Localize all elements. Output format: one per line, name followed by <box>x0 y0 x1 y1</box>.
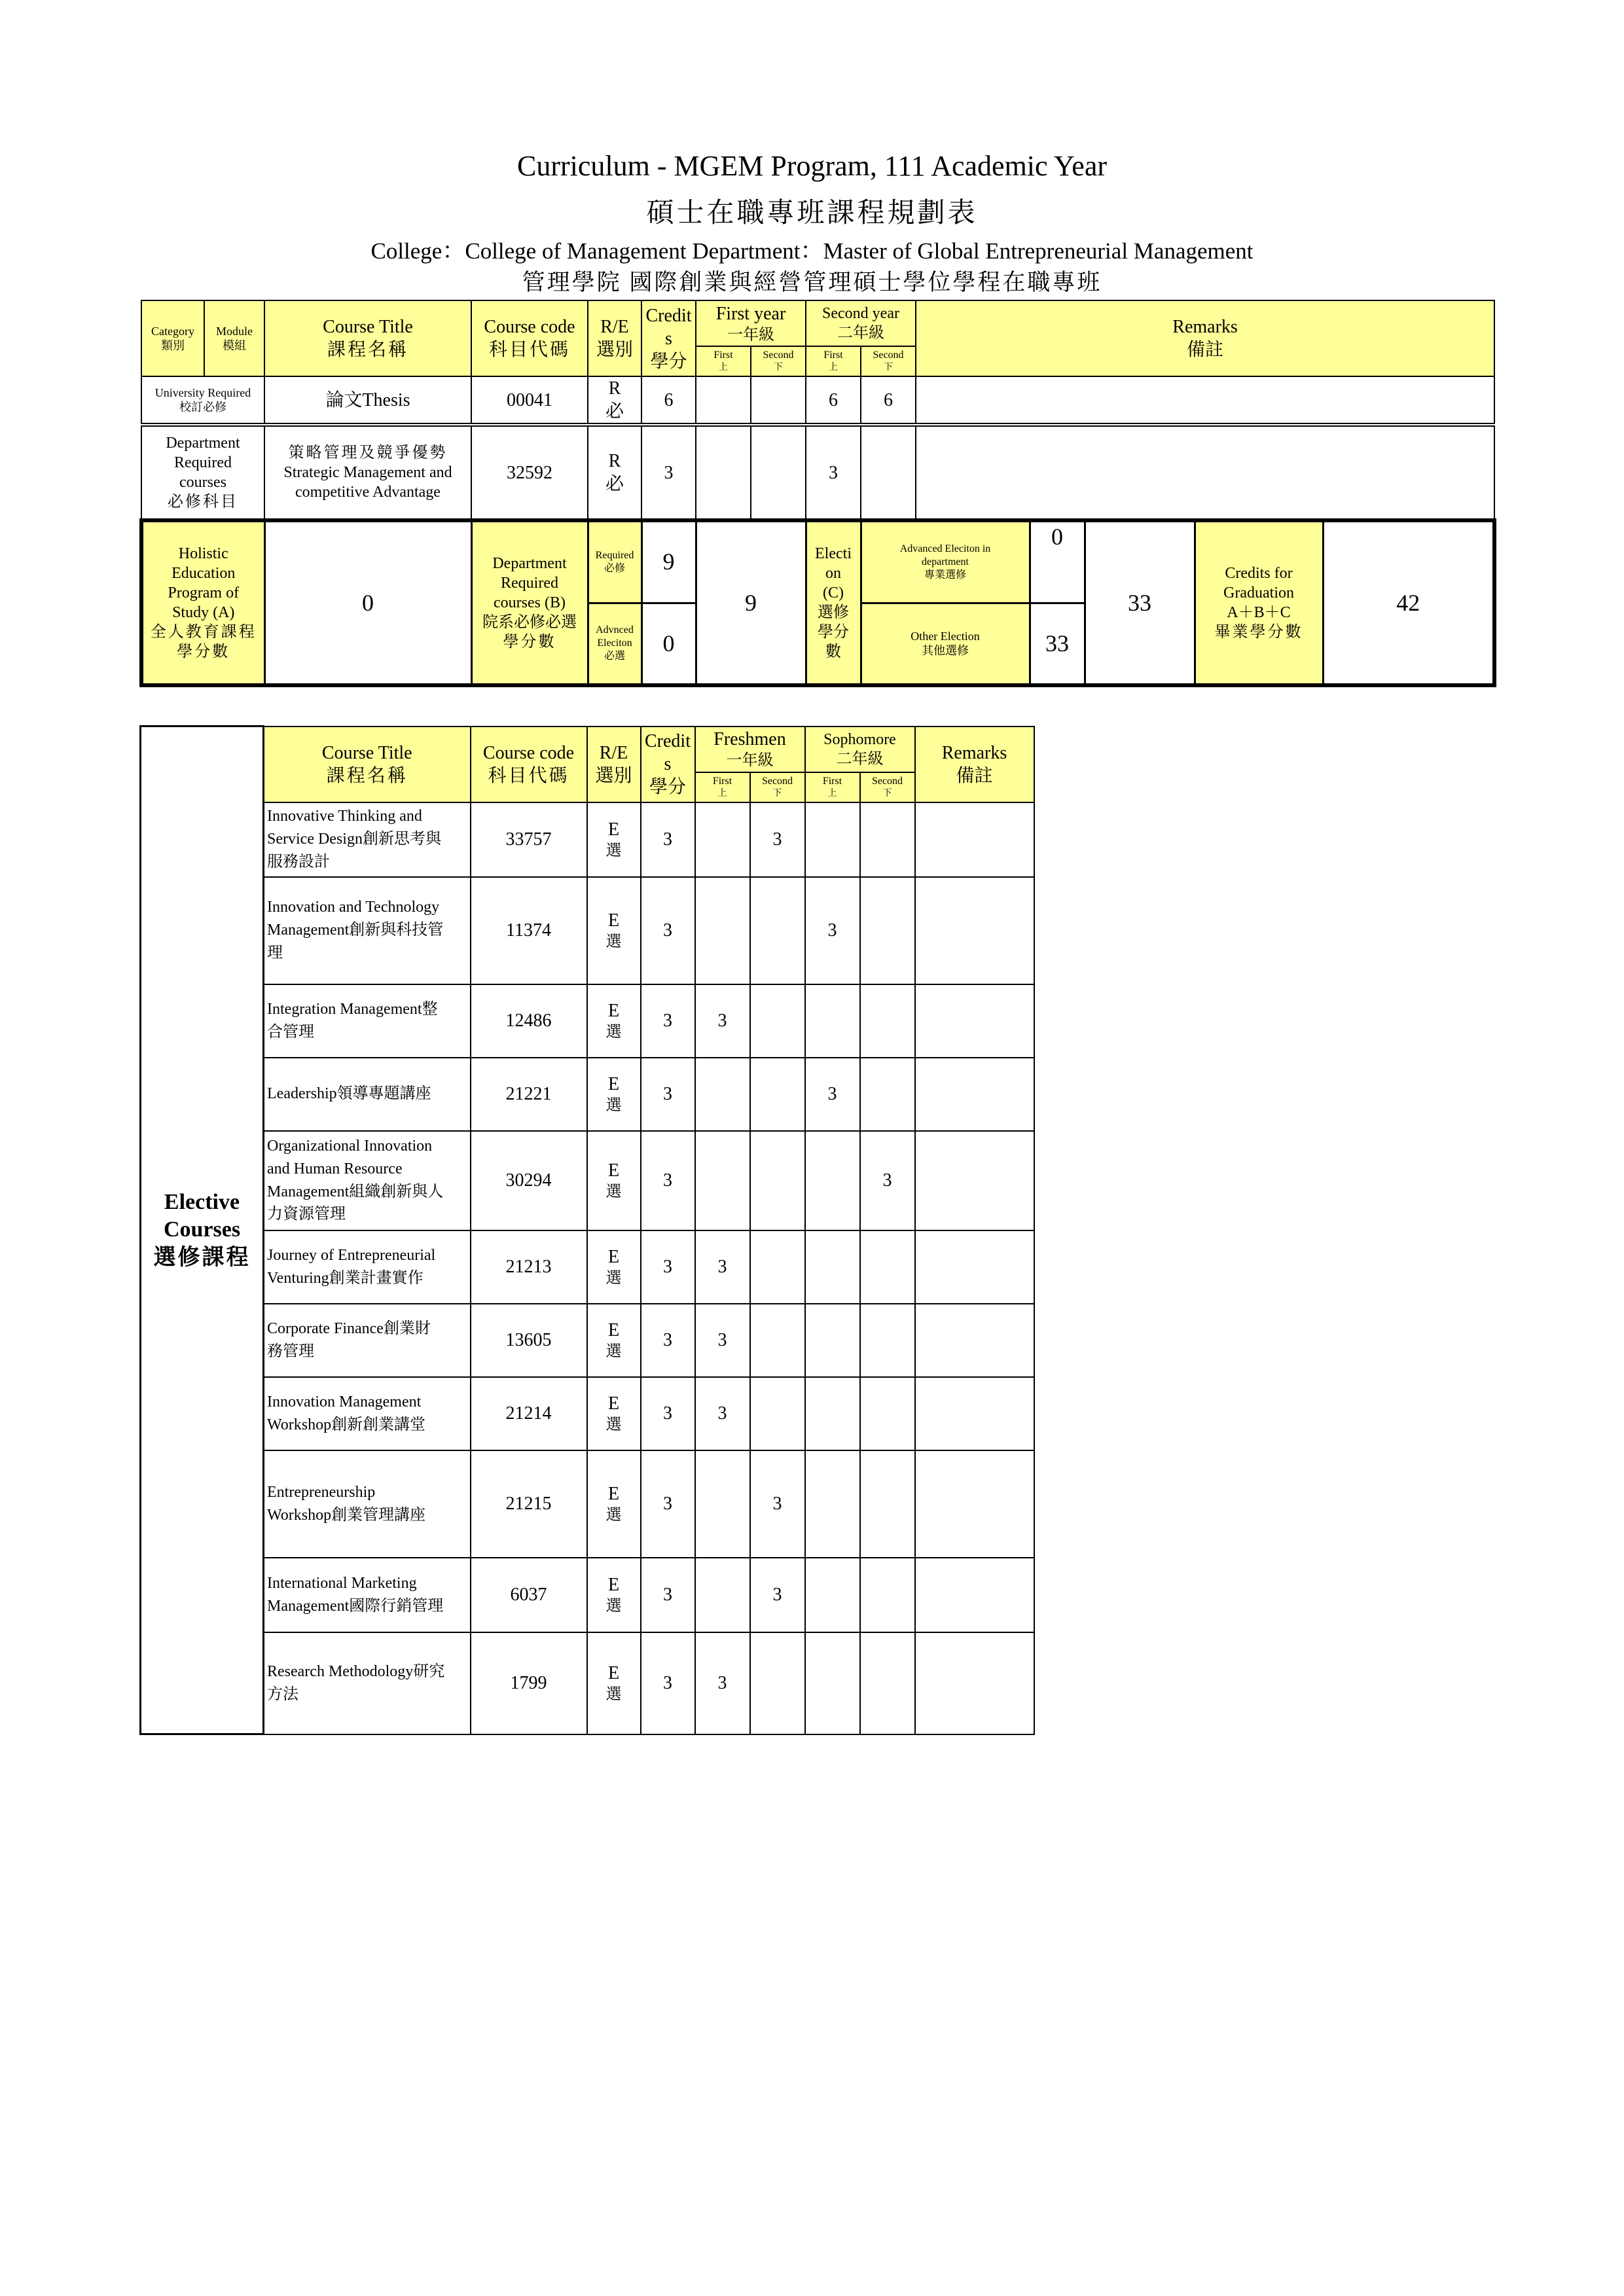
course-credits: 6 <box>641 376 696 425</box>
y1-first <box>695 877 750 984</box>
course-code: 30294 <box>471 1131 587 1230</box>
course-title: International Marketing Management國際行銷管理 <box>264 1558 471 1632</box>
header-remarks: Remarks 備註 <box>915 726 1034 802</box>
y1-second <box>750 1058 805 1131</box>
course-credits: 3 <box>641 425 696 520</box>
header-remarks: Remarks 備註 <box>916 300 1494 376</box>
course-credits: 3 <box>641 1304 695 1377</box>
y1-first: 3 <box>695 984 750 1058</box>
y1-first <box>695 802 750 877</box>
header-freshmen: Freshmen 一年級 <box>695 726 805 772</box>
course-credits: 3 <box>641 1058 695 1131</box>
course-re: E 選 <box>587 1377 641 1450</box>
y1-second <box>750 1632 805 1734</box>
header-y2-first: First 上 <box>806 346 861 376</box>
course-title: Journey of Entrepreneurial Venturing創業計畫實作 <box>264 1230 471 1304</box>
course-code: 33757 <box>471 802 587 877</box>
course-code: 32592 <box>471 425 588 520</box>
page-title-zh: 碩士在職專班課程規劃表 <box>646 198 978 228</box>
college-line-zh: 管理學院 國際創業與經營管理碩士學位學程在職專班 <box>522 270 1102 295</box>
y2-first <box>805 1632 860 1734</box>
remarks-cell <box>915 984 1034 1058</box>
course-re: R 必 <box>588 376 641 425</box>
course-credits: 3 <box>641 984 695 1058</box>
course-title: Innovation and Technology Management創新與科技管 理 <box>264 877 471 984</box>
y1-first <box>695 1058 750 1131</box>
y1-first <box>696 376 751 425</box>
y1-second <box>750 1131 805 1230</box>
y1-first <box>695 1131 750 1230</box>
table-row <box>141 376 1494 425</box>
header-y1-second: Second 下 <box>750 772 805 802</box>
header-credits: Credit s 學分 <box>641 300 696 376</box>
course-re: E 選 <box>587 1450 641 1558</box>
holistic-value: 0 <box>264 520 471 685</box>
course-title: Integration Management整 合管理 <box>264 984 471 1058</box>
remarks-cell <box>915 802 1034 877</box>
course-re: R 必 <box>588 425 641 520</box>
table-row <box>141 1377 1034 1450</box>
course-re: E 選 <box>587 1304 641 1377</box>
y1-first <box>695 1450 750 1558</box>
course-code: 00041 <box>471 376 588 425</box>
course-title: Research Methodology研究 方法 <box>264 1632 471 1734</box>
header-y2-second: Second 下 <box>861 346 916 376</box>
course-title: Corporate Finance創業財 務管理 <box>264 1304 471 1377</box>
y1-second <box>750 1304 805 1377</box>
holistic-label: Holistic Education Program of Study (A) 全人教育課程 學分數 <box>141 520 264 685</box>
y1-second <box>751 425 806 520</box>
graduation-credits-label: Credits for Graduation A＋B＋C 畢業學分數 <box>1195 520 1323 685</box>
summary-row <box>141 520 1494 603</box>
header-re: R/E 選別 <box>587 726 641 802</box>
course-code: 6037 <box>471 1558 587 1632</box>
dept-required-b-label: Department Required courses (B) 院系必修必選 學分數 <box>471 520 588 685</box>
header-category: Category 類別 <box>141 300 204 376</box>
y2-first <box>805 1450 860 1558</box>
course-re: E 選 <box>587 1558 641 1632</box>
table-row <box>141 1558 1034 1632</box>
course-credits: 3 <box>641 1450 695 1558</box>
other-election-label: Other Election 其他選修 <box>861 603 1030 685</box>
table-row <box>141 1230 1034 1304</box>
course-credits: 3 <box>641 1632 695 1734</box>
graduation-credits-value: 42 <box>1323 520 1494 685</box>
remarks-cell <box>916 376 1494 425</box>
y2-second <box>860 802 915 877</box>
required-courses-table <box>139 300 1496 687</box>
y1-first: 3 <box>695 1230 750 1304</box>
header-course-title: Course Title 課程名稱 <box>264 726 471 802</box>
y1-second: 3 <box>750 1558 805 1632</box>
course-credits: 3 <box>641 802 695 877</box>
y1-second <box>750 984 805 1058</box>
course-re: E 選 <box>587 877 641 984</box>
remarks-cell <box>915 1632 1034 1734</box>
header-y2-first: First 上 <box>805 772 860 802</box>
y2-first <box>805 1377 860 1450</box>
y2-first <box>805 1558 860 1632</box>
remarks-cell <box>915 1304 1034 1377</box>
advanced-election-label: Advanced Eleciton in department 專業選修 <box>861 520 1030 603</box>
y2-first <box>805 1230 860 1304</box>
remarks-cell <box>915 1058 1034 1131</box>
department-required-label: Department Required courses 必修科目 <box>141 425 264 520</box>
y2-second: 6 <box>861 376 916 425</box>
y2-second <box>860 1377 915 1450</box>
table-row <box>141 984 1034 1058</box>
college-line: College：College of Management Department：Master of Global Entrepreneurial Management <box>370 238 1254 264</box>
y1-first: 3 <box>695 1632 750 1734</box>
course-title: Innovation Management Workshop創新創業講堂 <box>264 1377 471 1450</box>
table-row <box>141 425 1494 520</box>
course-title: Innovative Thinking and Service Design創新思考與 服務設計 <box>264 802 471 877</box>
y2-first: 6 <box>806 376 861 425</box>
required-label: Required 必修 <box>588 520 641 603</box>
course-title: Organizational Innovation and Human Resource Management組織創新與人 力資源管理 <box>264 1131 471 1230</box>
y1-second: 3 <box>750 802 805 877</box>
course-credits: 3 <box>641 877 695 984</box>
table-row <box>141 1450 1034 1558</box>
course-code: 13605 <box>471 1304 587 1377</box>
b-total-value: 9 <box>696 520 806 685</box>
advanced-elective-b-value: 0 <box>641 603 696 685</box>
course-title: Leadership領導專題講座 <box>264 1058 471 1131</box>
course-code: 21221 <box>471 1058 587 1131</box>
course-re: E 選 <box>587 1230 641 1304</box>
y2-second <box>860 1304 915 1377</box>
table-row <box>141 877 1034 984</box>
header-y2-second: Second 下 <box>860 772 915 802</box>
y2-second <box>860 1558 915 1632</box>
header-y1-first: First 上 <box>696 346 751 376</box>
advanced-elective-b-label: Advnced Eleciton 必選 <box>588 603 641 685</box>
elective-courses-table <box>139 725 1035 1735</box>
y1-first: 3 <box>695 1377 750 1450</box>
y2-second: 3 <box>860 1131 915 1230</box>
course-title: Entrepreneurship Workshop創業管理講座 <box>264 1450 471 1558</box>
course-credits: 3 <box>641 1230 695 1304</box>
university-required-label: University Required 校訂必修 <box>141 376 264 425</box>
y2-first <box>805 1304 860 1377</box>
remarks-cell <box>915 1450 1034 1558</box>
remarks-cell <box>915 1558 1034 1632</box>
header-sophomore: Sophomore 二年級 <box>805 726 915 772</box>
y2-second <box>860 1632 915 1734</box>
y2-first: 3 <box>805 1058 860 1131</box>
y2-first <box>805 1131 860 1230</box>
header-re: R/E 選別 <box>588 300 641 376</box>
table-header-row <box>141 726 1034 772</box>
table-row <box>141 1632 1034 1734</box>
course-code: 21213 <box>471 1230 587 1304</box>
y2-first: 3 <box>805 877 860 984</box>
course-code: 1799 <box>471 1632 587 1734</box>
course-credits: 3 <box>641 1558 695 1632</box>
other-election-value: 33 <box>1030 603 1085 685</box>
elective-courses-label: Elective Courses 選修課程 <box>141 726 264 1734</box>
course-re: E 選 <box>587 984 641 1058</box>
y2-second <box>860 1450 915 1558</box>
y1-second <box>750 877 805 984</box>
course-code: 12486 <box>471 984 587 1058</box>
c-total-value: 33 <box>1085 520 1195 685</box>
election-c-label: Electi on (C) 選修 學分 數 <box>806 520 861 685</box>
table-row <box>141 1058 1034 1131</box>
y2-first: 3 <box>806 425 861 520</box>
remarks-cell <box>915 877 1034 984</box>
y1-first: 3 <box>695 1304 750 1377</box>
header-course-code: Course code 科目代碼 <box>471 300 588 376</box>
table-row <box>141 1131 1034 1230</box>
y1-first <box>695 1558 750 1632</box>
course-re: E 選 <box>587 1058 641 1131</box>
course-title: 論文Thesis <box>264 376 471 425</box>
course-re: E 選 <box>587 1632 641 1734</box>
header-course-code: Course code 科目代碼 <box>471 726 587 802</box>
header-y1-first: First 上 <box>695 772 750 802</box>
y2-first <box>805 802 860 877</box>
y1-first <box>696 425 751 520</box>
y2-second <box>860 984 915 1058</box>
advanced-election-value: 0 <box>1030 520 1085 603</box>
required-value: 9 <box>641 520 696 603</box>
table-row <box>141 1304 1034 1377</box>
header-second-year: Second year 二年級 <box>806 300 916 346</box>
page-title: Curriculum - MGEM Program, 111 Academic Year <box>516 150 1108 182</box>
course-code: 21215 <box>471 1450 587 1558</box>
y1-second <box>750 1230 805 1304</box>
y1-second <box>751 376 806 425</box>
y2-first <box>805 984 860 1058</box>
header-course-title: Course Title 課程名稱 <box>264 300 471 376</box>
course-credits: 3 <box>641 1131 695 1230</box>
header-y1-second: Second 下 <box>751 346 806 376</box>
course-title: 策略管理及競爭優勢 Strategic Management and competitive Advantage <box>264 425 471 520</box>
course-credits: 3 <box>641 1377 695 1450</box>
remarks-cell <box>915 1230 1034 1304</box>
course-re: E 選 <box>587 1131 641 1230</box>
header-module: Module 模組 <box>204 300 264 376</box>
remarks-cell <box>915 1377 1034 1450</box>
y2-second <box>860 1230 915 1304</box>
table-row <box>141 802 1034 877</box>
header-first-year: First year 一年級 <box>696 300 806 346</box>
remarks-cell <box>916 425 1494 520</box>
remarks-cell <box>915 1131 1034 1230</box>
header-credits: Credit s 學分 <box>641 726 695 802</box>
y2-second <box>860 1058 915 1131</box>
y1-second <box>750 1377 805 1450</box>
course-code: 11374 <box>471 877 587 984</box>
y1-second: 3 <box>750 1450 805 1558</box>
y2-second <box>861 425 916 520</box>
y2-second <box>860 877 915 984</box>
table-header-row <box>141 300 1494 346</box>
course-code: 21214 <box>471 1377 587 1450</box>
course-re: E 選 <box>587 802 641 877</box>
